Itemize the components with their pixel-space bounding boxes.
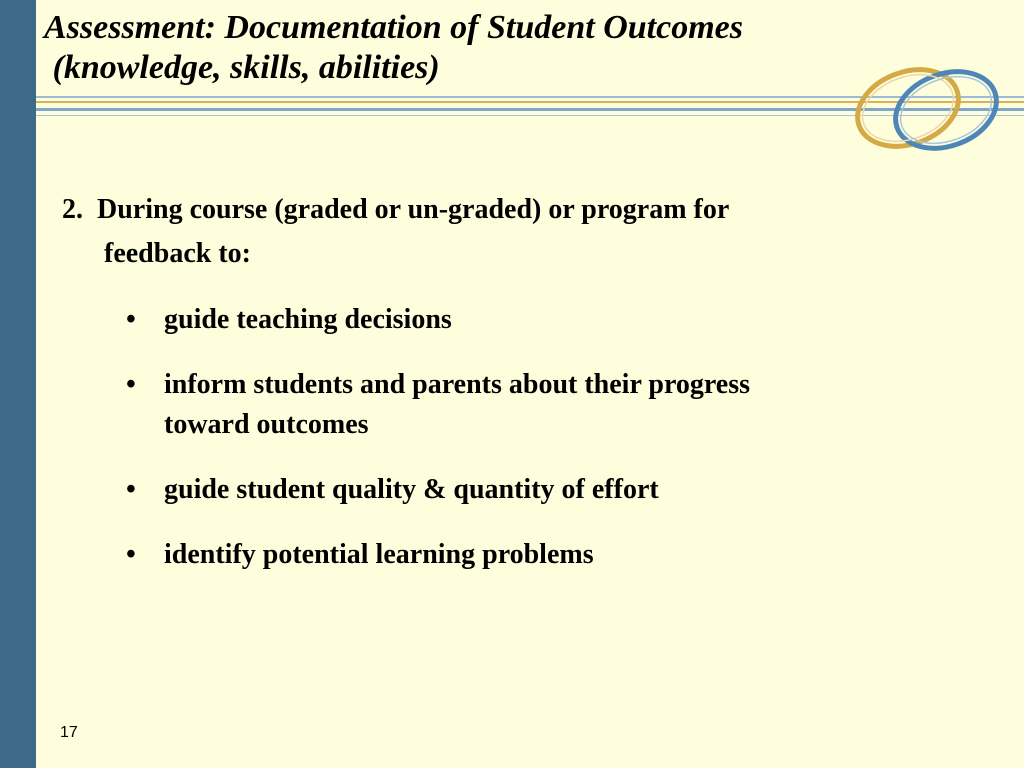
left-accent-bar xyxy=(0,0,36,768)
bullet-text: guide student quality & quantity of effort xyxy=(164,474,659,505)
bullet-list xyxy=(126,300,926,600)
bullet-text: inform students and parents about their progress xyxy=(164,369,751,400)
bullet-marker: • xyxy=(126,369,136,400)
interlocking-rings-logo xyxy=(850,60,1010,160)
bullet-text: identify potential learning problems xyxy=(164,539,594,570)
list-item xyxy=(126,365,926,445)
slide-title xyxy=(44,8,743,88)
bullet-marker: • xyxy=(126,304,136,335)
page-number: 17 xyxy=(60,724,78,741)
intro-paragraph xyxy=(62,188,902,276)
bullet-marker: • xyxy=(126,539,136,570)
intro-line-2: feedback to: xyxy=(62,238,251,269)
bullet-text: guide teaching decisions xyxy=(164,304,452,335)
bullet-text-continued: toward outcomes xyxy=(164,409,369,440)
list-item xyxy=(126,535,926,575)
intro-line-1: 2. During course (graded or un-graded) or program for xyxy=(62,194,730,225)
title-line-2: (knowledge, skills, abilities) xyxy=(44,49,440,86)
bullet-marker: • xyxy=(126,474,136,505)
list-item xyxy=(126,300,926,340)
title-line-1: Assessment: Documentation of Student Outcomes xyxy=(44,9,743,46)
list-item xyxy=(126,470,926,510)
